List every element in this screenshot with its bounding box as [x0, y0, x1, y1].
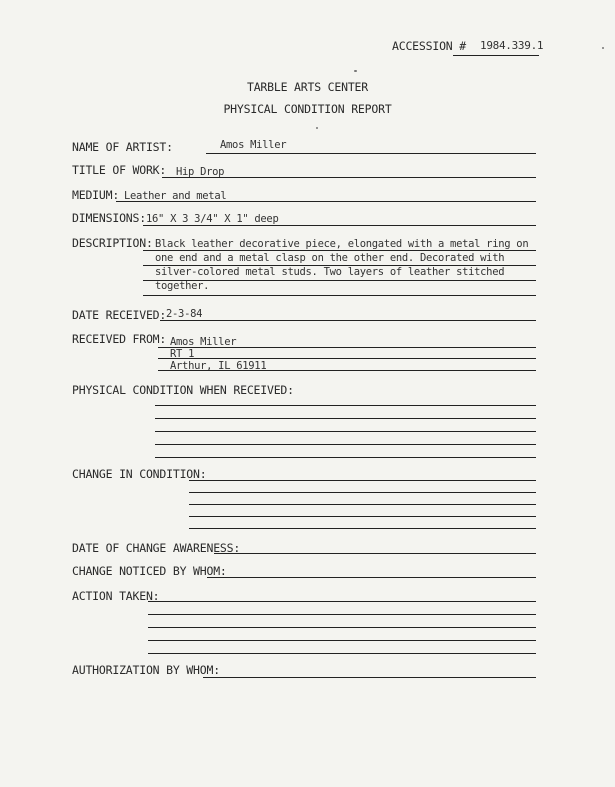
received-from-underline: [158, 358, 536, 359]
description-underline: [143, 295, 536, 296]
noticed-by-label: CHANGE NOTICED BY WHOM:: [72, 564, 227, 578]
accession-number: 1984.339.1: [480, 39, 544, 52]
physical-condition-line: [155, 431, 536, 432]
action-line: [148, 627, 536, 628]
description-line: Black leather decorative piece, elongated with a metal ring on: [155, 238, 529, 250]
physical-condition-line: [155, 405, 536, 406]
artist-underline: [206, 153, 536, 154]
received-from-underline: [158, 347, 536, 348]
org-name: TARBLE ARTS CENTER: [246, 80, 369, 94]
paper-speck: [354, 70, 357, 72]
description-line: one end and a metal clasp on the other end. Decorated with: [155, 252, 505, 264]
dimensions-label: DIMENSIONS:: [72, 211, 146, 225]
description-underline: [143, 250, 536, 251]
title-label: TITLE OF WORK:: [72, 163, 167, 177]
description-line: silver-colored metal studs. Two layers of leather stitched: [155, 266, 505, 278]
physical-condition-line: [155, 444, 536, 445]
medium-label: MEDIUM:: [72, 188, 120, 202]
date-change-underline: [214, 553, 536, 554]
accession-underline: [453, 55, 539, 56]
action-line: [148, 614, 536, 615]
date-received-label: DATE RECEIVED:: [72, 308, 167, 322]
noticed-by-underline: [207, 577, 536, 578]
authorization-label: AUTHORIZATION BY WHOM:: [72, 663, 220, 677]
change-line: [189, 480, 536, 481]
description-line: together.: [155, 280, 210, 292]
paper-speck: [316, 127, 318, 129]
action-line: [148, 601, 536, 602]
received-from-line: RT 1: [170, 348, 195, 360]
received-from-label: RECEIVED FROM:: [72, 332, 167, 346]
change-line: [189, 528, 536, 529]
action-line: [148, 640, 536, 641]
date-received-underline: [160, 320, 536, 321]
artist-value: Amos Miller: [220, 139, 287, 151]
description-label: DESCRIPTION:: [72, 236, 153, 250]
change-line: [189, 492, 536, 493]
title-underline: [162, 177, 536, 178]
received-from-underline: [158, 370, 536, 371]
received-from-line: Amos Miller: [170, 336, 237, 348]
report-title: PHYSICAL CONDITION REPORT: [223, 102, 392, 116]
physical-condition-line: [155, 457, 536, 458]
action-line: [148, 653, 536, 654]
physical-condition-label: PHYSICAL CONDITION WHEN RECEIVED:: [72, 383, 294, 397]
date-received-value: 2-3-84: [166, 308, 203, 320]
change-line: [189, 516, 536, 517]
paper-speck: [602, 47, 604, 49]
medium-underline: [116, 201, 536, 202]
action-label: ACTION TAKEN:: [72, 589, 160, 603]
accession-label: ACCESSION #: [392, 39, 466, 53]
authorization-underline: [203, 677, 536, 678]
medium-value: Leather and metal: [124, 190, 227, 202]
date-change-label: DATE OF CHANGE AWARENESS:: [72, 541, 241, 555]
change-line: [189, 504, 536, 505]
dimensions-underline: [143, 225, 536, 226]
received-from-line: Arthur, IL 61911: [170, 360, 267, 372]
physical-condition-line: [155, 418, 536, 419]
change-label: CHANGE IN CONDITION:: [72, 467, 207, 481]
title-value: Hip Drop: [176, 166, 225, 178]
dimensions-value: 16" X 3 3/4" X 1" deep: [146, 213, 279, 225]
artist-label: NAME OF ARTIST:: [72, 140, 173, 154]
